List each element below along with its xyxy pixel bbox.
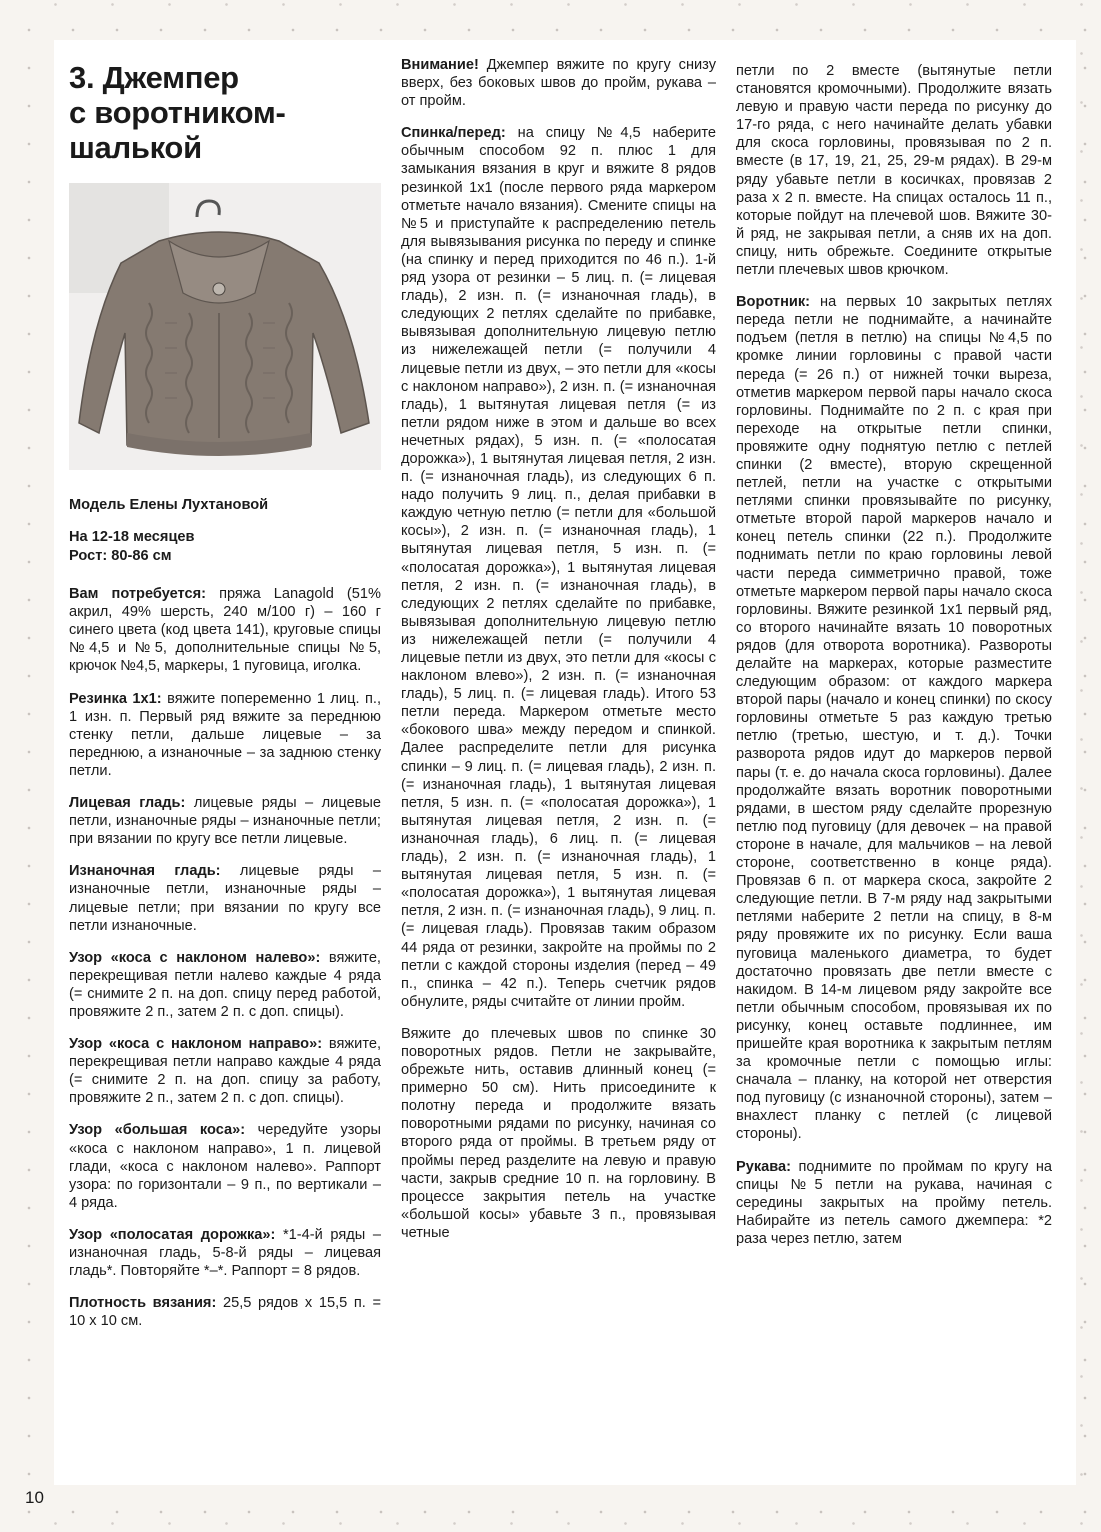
paragraph-heading: Вам потребуется: <box>69 586 206 603</box>
paragraph <box>401 1025 716 1242</box>
paragraph-heading: Узор «большая коса»: <box>69 1122 246 1139</box>
page-number: 10 <box>25 1488 44 1507</box>
column-2 <box>401 56 716 1256</box>
paragraph-heading: Спинка/перед: <box>401 125 506 142</box>
paragraph-text: на спицу №4,5 наберите обычным способом 92 п. плюс 1 для замыкания вязания в круг и вяжите 8 рядов резинкой 1х1 (после первого ряда маркером отметьте начало вязания). Смените спицы на №5 и приступайте к распределению петель для вывязывания рисунка по переду и спинке (на спинку и перед приходится по 46 п.). 1-й ряд узора от резинки – 5 лиц. п. (= лицевая гладь), 2 изн. п. (= изнаночная гладь), в следующих 2 петлях сделайте по прибавке, вывязывая дополнительную лицевую петлю из нижележащей петли (= получили 4 лицевые петли из двух, – это петли для «косы с наклоном направо»), 2 изн. п. (= изнаночная гладь), 1 вытянутая лицевая петля (= из петли рядом ниже в этом и дальше во всех нечетных рядах), 5 изн. п. (= «полосатая дорожка»), 1 вытянутая лицевая петля, 2 изн. п. (= изнаночная гладь), из следующих 6 п. надо получить 9 лиц. п., делая прибавки в каждую четную петлю (= петли для «большой косы»), 2 изн. п. (= изнаночная гладь), 1 вытянутая лицевая петля, 5 изн. п. (= «полосатая дорожка»), 1 вытянутая лицевая петля, 2 изн. п. (= изнаночная гладь), в следующих 2 петлях сделайте по прибавке, вывязывая дополнительную лицевую петлю из нижележащей петли (= получили 4 лицевые петли из двух, это петли для «косы с наклоном влево»), 2 изн. п. (= изнаночная гладь), 5 лиц. п. (= лицевая гладь). Итого 53 петли переда. Маркером отметьте место «бокового шва» между передом и спинкой. Далее распределите петли для рисунка спинки – 9 лиц. п. (= лицевая гладь), 2 изн. п. (= изнаночная гладь), 1 вытянутая лицевая петля, 5 изн. п. (= «полосатая дорожка»), 1 вытянутая лицевая петля, 2 изн. п. (= изнаночная гладь), 6 лиц. п. (= лицевая гладь), 2 изн. п. (= изнаночная гладь), 1 вытянутая лицевая петля, 5 изн. п. (= «полосатая дорожка»), 1 вытянутая лицевая петля, 2 изн. п. (= изнаночная гладь), 9 лиц. п. (= лицевая гладь). Провязав таким образом 44 ряда от резинки, закройте на проймы по 2 петли с каждой стороны изделия (перед – 49 п., спинка – 42 п.). Теперь счетчик рядов обнулите, ряды считайте от линии пройм. <box>401 125 716 1010</box>
paragraph <box>69 1035 381 1107</box>
paragraph <box>69 949 381 1021</box>
paragraph <box>401 124 716 1011</box>
paragraph <box>736 293 1052 1143</box>
paragraph <box>69 1121 381 1211</box>
paragraph-heading: Лицевая гладь: <box>69 795 186 812</box>
paragraph-text: лицевые ряды – изнаночные петли, изнаночные ряды – лицевые петли; при вязании по кругу все петли изнаночные. <box>69 863 381 934</box>
paragraph-heading: Резинка 1х1: <box>69 690 162 707</box>
paragraph-text: поднимите по проймам по кругу на спицы №5 петли на рукава, начиная с середины закрытых на пройму петель. Набирайте из петель самого джемпера: *2 раза через петлю, затем <box>736 1158 1052 1247</box>
paragraph-text: на первых 10 закрытых петлях переда петли не поднимайте, а начинайте подъем (петля в петлю) на спицы №4,5 по кромке линии горловины с правой части переда (= 26 п.) от нижней точки выреза, отметив маркером первой пары начало скоса горловины. Поднимайте по 2 п. с края при переходе на открытые петли спинки, провяжите одну поднятую петлю с петлей спинки (2 вместе), вторую скрещенной петлей, петли на участке с открытыми петлями спинки провязывайте по рисунку, отметьте второй парой маркеров начало и конец петель спинки (22 п.). Продолжите поднимать петли по краю горловины левой части переда симметрично правой, тоже отметьте маркером первой пары начало скоса горловины. Вяжите резинкой 1х1 первый ряд, со второго начинайте вязать 10 поворотных рядов (для отворота воротника). Развороты делайте на маркерах, которые разместите следующим образом: от каждого маркера второй пары (начало и конец спинки) по скосу горловины отметьте 5 раз каждую третью петлю (третью, шестую, и т. д.). Точки разворота рядов идут до маркеров первой пары (т. е. до начала скоса горловины). Далее продолжайте вязать воротник поворотными рядами, в шестом ряду сделайте прорезную петлю под пуговицу (для девочек – на правой стороне в начале, для мальчиков – на левой стороне, соответственно в конце ряда). Провязав 6 п. от маркера скоса, закройте 2 следующие петли. В 7-м ряду над закрытыми петлями наберите 2 петли на спицу, в 8-м ряду провяжите их по рисунку. Если ваша пуговица маленького диаметра, то будет достаточно провязать две петли вместе с накидом. В 14-м лицевом ряду закройте все петли обычным способом, провязывая их по рисунку, конец оставьте подлиннее, им пришейте края воротника к закрытым петлям за кромочные петли с помощью иглы: сначала – планку, на которой нет отверстия под пуговицу (с изнаночной стороны), затем – внахлест планку с петлей (с лицевой стороны). <box>736 294 1052 1143</box>
magazine-page <box>54 40 1076 1485</box>
paragraph-text: 25,5 рядов х 15,5 п. = 10 х 10 см. <box>69 1295 382 1330</box>
paragraph <box>69 862 381 934</box>
paragraph-heading: Воротник: <box>736 294 811 311</box>
paragraph-heading: Изнаночная гладь: <box>69 863 221 880</box>
article-title: 3. Джемпер с воротником- шалькой <box>69 60 286 165</box>
paragraph <box>736 62 1052 279</box>
body-instructions <box>401 56 716 1242</box>
paragraph-text: Джемпер вяжите по кругу снизу вверх, без боковых швов до пройм, рукава – от пройм. <box>401 57 716 110</box>
paragraph-text: пряжа Lanagold (51% акрил, 49% шерсть, 240 м/100 г) – 160 г синего цвета (код цвета 141), круговые спицы №4,5 и №5, дополнительные спицы №5, крючок №4,5, маркеры, 1 пуговица, иголка. <box>69 586 381 675</box>
column-1 <box>69 40 381 1344</box>
paragraph-heading: Внимание! <box>401 57 479 73</box>
paragraph-heading: Плотность вязания: <box>69 1295 217 1312</box>
paragraph-text: вяжите попеременно 1 лиц. п., 1 изн. п. Первый ряд вяжите за переднюю стенку петли, дальше лицевые – за переднюю, а изнаночные – за заднюю стенку петли. <box>69 690 381 779</box>
paragraph <box>69 1226 381 1280</box>
paragraph-text: лицевые ряды – лицевые петли, изнаночные ряды – изнаночные петли; при вязании по кругу все петли лицевые. <box>69 795 381 848</box>
paragraph-heading: Рукава: <box>736 1158 792 1175</box>
paragraph-text: вяжите, перекрещивая петли налево каждые 4 ряда (= снимите 2 п. на доп. спицу перед работой, провяжите 2 п., затем 2 п. с доп. спицы). <box>69 949 381 1020</box>
paragraph <box>69 794 381 848</box>
paragraph-text: Вяжите до плечевых швов по спинке 30 поворотных рядов. Петли не закрывайте, обрежьте нить, оставив длинный конец (= примерно 50 см). Нить присоедините к полотну переда и продолжите вязать поворотными рядами по рисунку, начиная со второго ряда от проймы. В третьем ряду от проймы перед разделите на левую и правую части, закрыв средние 10 п. на горловину. В процессе закрытия петель на участке «большой косы» убавьте 3 п., провязывая четные <box>401 1025 716 1241</box>
paragraph-heading: Узор «полосатая дорожка»: <box>69 1226 276 1243</box>
paragraph <box>401 56 716 110</box>
paragraph <box>69 1294 381 1330</box>
paragraph-heading: Узор «коса с наклоном направо»: <box>69 1036 323 1053</box>
paragraph-text: петли по 2 вместе (вытянутые петли становятся кромочными). Продолжите вязать левую и правую части переда по рисунку до 17-го ряда, с него начинайте делать убавки для скоса горловины, провязывая по 2 п. вместе (в 17, 19, 21, 25, 29-м рядах). В 29-м ряду убавьте петли в косичках, провязав 2 раза х 2 п. вместе. На спицах осталось 11 п., которые пойдут на плечевой шов. Вяжите 30-й ряд, не закрывая петли, а сняв их на доп. спицу, нить обрежьте. Соедините открытые петли плечевых швов крючком. <box>736 63 1052 279</box>
paragraph <box>69 585 381 675</box>
materials-and-patterns <box>69 585 381 1330</box>
paragraph-text: *1-4-й ряды – изнаночная гладь, 5-8-й ряды – лицевая гладь*. Повторяйте *–*. Раппорт = 8 рядов. <box>69 1226 381 1280</box>
paragraph-heading: Узор «коса с наклоном налево»: <box>69 949 321 966</box>
collar-sleeve-instructions <box>736 62 1052 1248</box>
model-author: Модель Елены Лухтановой <box>69 497 269 513</box>
paragraph-text: вяжите, перекрещивая петли направо каждые 4 ряда (= снимите 2 п. на доп. спицу за работу, провяжите 2 п., затем 2 п. с доп. спицы). <box>69 1036 382 1107</box>
height-range: Рост: 80-86 см <box>69 547 172 564</box>
paragraph <box>736 1158 1052 1248</box>
knitted-sweater-photo <box>69 183 381 470</box>
column-3 <box>736 40 1052 1262</box>
age-range: На 12-18 месяцев <box>69 529 195 546</box>
paragraph-text: чередуйте узоры «коса с наклоном направо», 1 п. лицевой глади, «коса с наклоном налево». Раппорт узора: по горизонтали – 9 п., по вертикали – 4 ряда. <box>69 1122 382 1211</box>
paragraph <box>69 690 381 780</box>
